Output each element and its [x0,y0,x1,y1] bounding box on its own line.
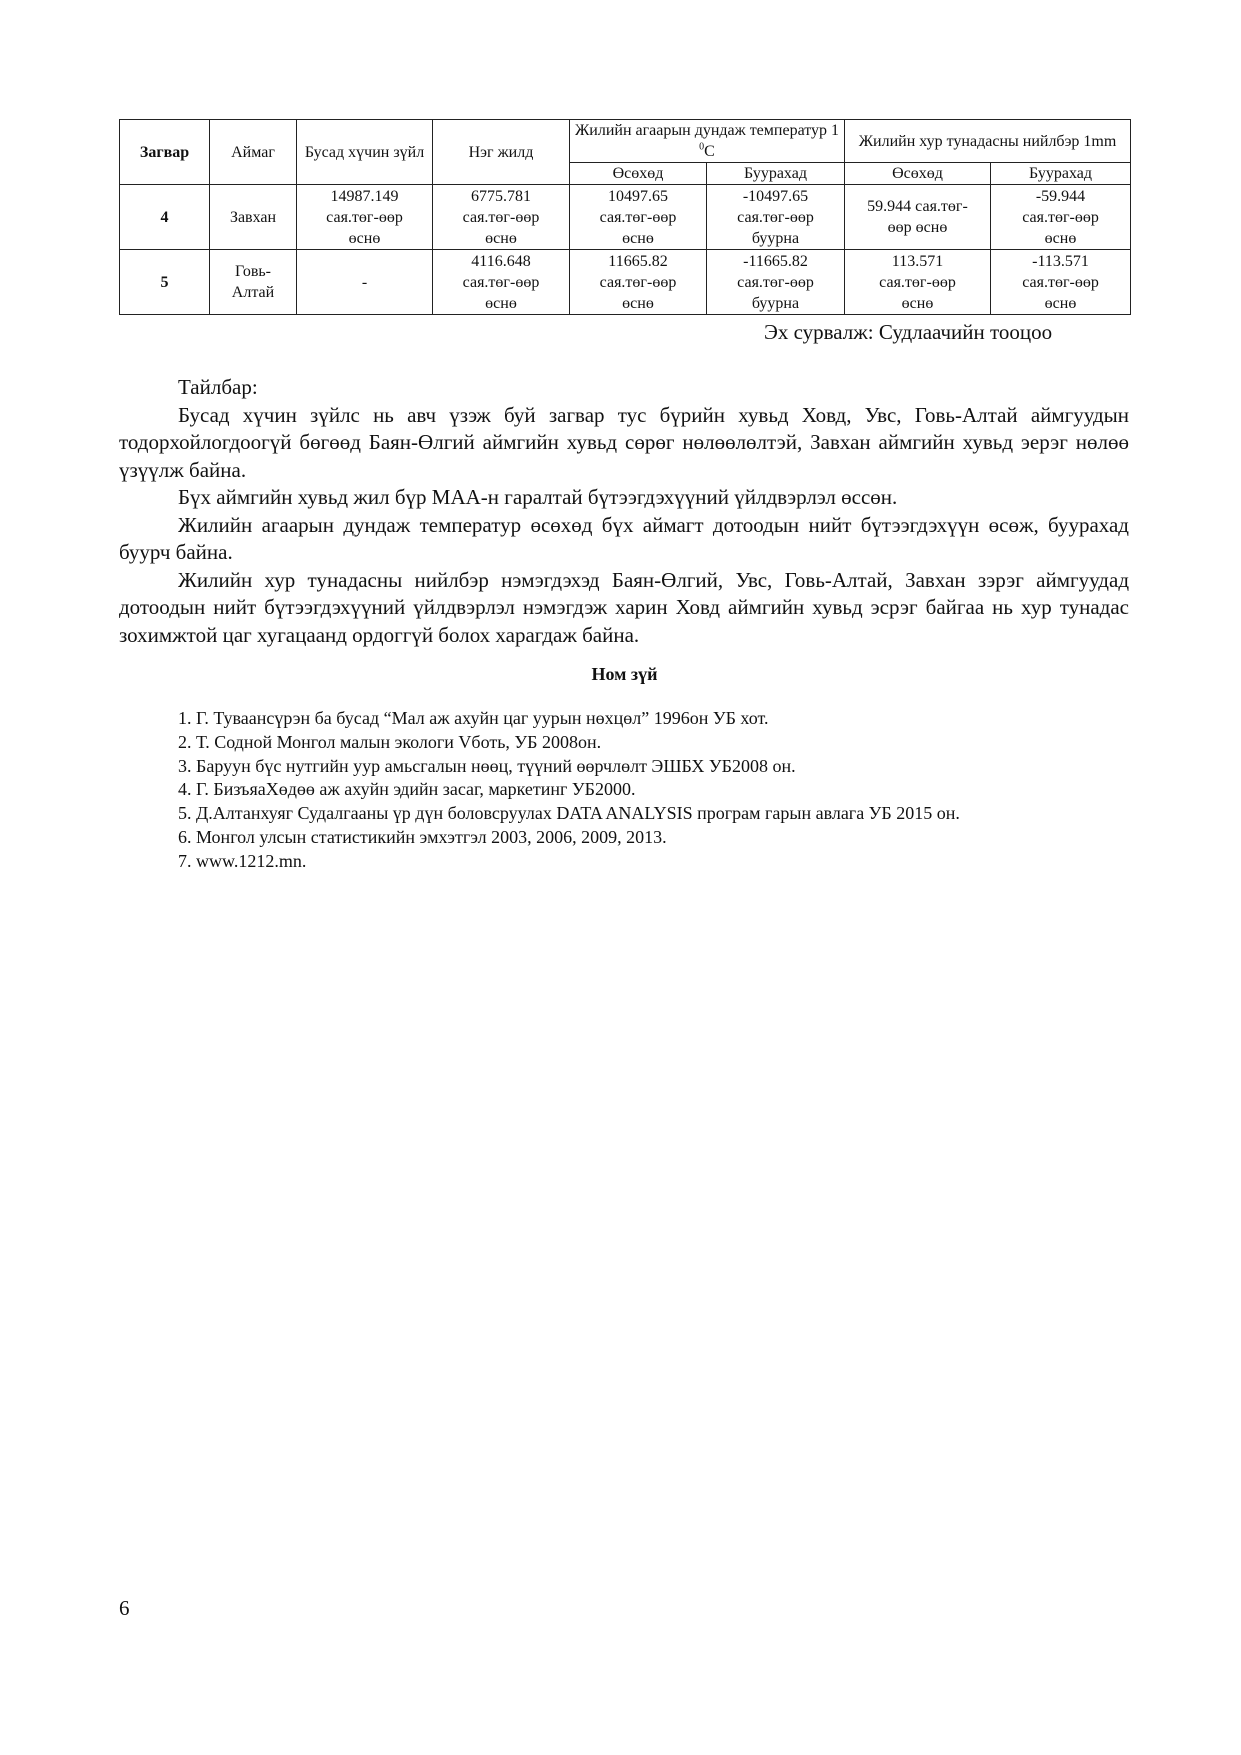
header-other-factors: Бусад хүчин зүйл [297,120,433,185]
row-precip-decrease [991,185,1131,250]
cell-line: сая.төг-өөр [462,273,540,291]
row-model: 5 [120,250,210,315]
row-other-factors [297,185,433,250]
row-temp-increase [570,185,707,250]
cell-line: өснө [485,294,517,312]
row-aimag: Завхан [210,185,297,250]
cell-line: өснө [485,229,517,247]
references-title: Ном зүй [591,664,658,684]
table-source-note: Эх сурвалж: Судлаачийн тооцоо [764,320,1053,344]
cell-line: -113.571 [1032,252,1089,270]
cell-line: 6775.781 [471,187,531,205]
cell-line: 59.944 сая.төг- [867,198,968,215]
notes-paragraph: Жилийн агаарын дундаж температур өсөхөд бүх аймагт дотоодын нийт бүтээгдэхүүн өсөж, буурахад буурч байна. [119,512,1129,564]
cell-line: сая.төг-өөр [737,208,814,226]
header-aimag: Аймаг [210,120,297,185]
cell-line: сая.төг-өөр [737,273,814,291]
cell-line: өөр өснө [887,219,948,236]
cell-line: 11665.82 [608,252,668,270]
reference-item: 4. Г. БизъяаХөдөө аж ахуйн эдийн засаг, маркетинг УБ2000. [178,779,636,800]
regression-results-table [119,119,1131,315]
header-one-year: Нэг жилд [433,120,570,185]
cell-line: сая.төг-өөр [599,208,677,226]
reference-item: 3. Баруун бүс нутгийн уур амьсгалын нөөц, түүний өөрчлөлт ЭШБХ УБ2008 он. [178,755,796,776]
row-precip-decrease [991,250,1131,315]
page-number: 6 [119,1596,130,1620]
header-temperature-superscript: 0 [699,141,705,153]
cell-line: Алтай [231,284,275,301]
notes-paragraph: Жилийн хур тунадасны нийлбэр нэмэгдэхэд Баян-Өлгий, Увс, Говь-Алтай, Завхан зэрэг аймгуудад дотоодын нийт бүтээгдэхүүний үйлдвэрлэл нэмэгдэж харин Ховд аймгийн хувьд эсрэг байгаа нь хур тунадас зохимжтой цаг хугацаанд ордоггүй болох харагдаж байна. [119,567,1129,647]
reference-item: 7. www.1212.mn. [178,850,307,871]
row-aimag [210,250,297,315]
row-other-factors: - [297,250,433,315]
row-model: 4 [120,185,210,250]
cell-line: сая.төг-өөр [462,208,540,226]
cell-line: өснө [622,229,654,247]
cell-line: өснө [348,229,381,247]
row-temp-increase [570,250,707,315]
row-precip-increase [845,185,991,250]
row-one-year [433,250,570,315]
subheader-precip-decrease: Буурахад [991,163,1131,185]
cell-line: буурна [751,229,800,247]
table-row [120,250,1131,315]
cell-line: өснө [622,294,654,312]
cell-line: сая.төг-өөр [599,273,677,291]
cell-line: өснө [1044,229,1077,247]
reference-item: 5. Д.Алтанхуяг Судалгааны үр дүн боловсруулах DATA ANALYSIS програм гарын авлага УБ 2015 он. [178,803,960,824]
header-precipitation: Жилийн хур тунадасны нийлбэр 1mm [845,120,1131,163]
cell-line: 10497.65 [608,187,668,205]
row-precip-increase [845,250,991,315]
cell-line: Говь- [234,263,272,280]
table-row [120,185,1131,250]
cell-line: 4116.648 [471,252,531,270]
reference-item: 2. Т. Содной Монгол малын экологи Vботь, УБ 2008он. [178,731,602,752]
cell-line: 113.571 [891,252,944,270]
reference-item: 6. Монгол улсын статистикийн эмхэтгэл 2003, 2006, 2009, 2013. [178,826,667,847]
cell-line: -59.944 [1035,187,1086,205]
subheader-temp-decrease: Буурахад [707,163,845,185]
reference-item: 1. Г. Туваансүрэн ба бусад “Мал аж ахуйн цаг уурын нөхцөл” 1996он УБ хот. [178,708,769,728]
cell-line: өснө [1044,294,1077,312]
header-model: Загвар [120,120,210,185]
subheader-precip-increase: Өсөхөд [845,163,991,185]
cell-line: сая.төг-өөр [1022,208,1099,226]
cell-line: сая.төг-өөр [879,273,956,291]
cell-line: сая.төг-өөр [326,208,403,226]
cell-line: 14987.149 [330,187,399,205]
cell-line: буурна [751,294,800,312]
cell-line: -11665.82 [743,252,808,270]
references-list [178,707,1128,874]
notes-paragraph: Бусад хүчин зүйлс нь авч үзэж буй загвар тус бүрийн хувьд Ховд, Увс, Говь-Алтай аймгуудын тодорхойлогдоогүй бөгөөд Баян-Өлгий аймгийн хувьд сөрөг нөлөөлөлтэй, Завхан аймгийн хувьд эерэг нөлөө үзүүлж байна. [119,402,1129,482]
header-temperature-unit: C [704,143,715,160]
header-temperature-text: Жилийн агаарын дундаж температур 1 [574,122,840,139]
row-temp-decrease [707,250,845,315]
row-one-year [433,185,570,250]
notes-section [119,374,1129,649]
row-temp-decrease [707,185,845,250]
notes-title: Тайлбар: [178,375,258,399]
header-temperature [570,120,845,163]
cell-line: -10497.65 [742,187,809,205]
cell-line: сая.төг-өөр [1022,273,1099,291]
subheader-temp-increase: Өсөхөд [570,163,707,185]
cell-line: өснө [901,294,934,312]
table-header-row [120,120,1131,163]
notes-paragraph: Бүх аймгийн хувьд жил бүр МАА-н гаралтай бүтээгдэхүүний үйлдвэрлэл өссөн. [178,485,898,509]
